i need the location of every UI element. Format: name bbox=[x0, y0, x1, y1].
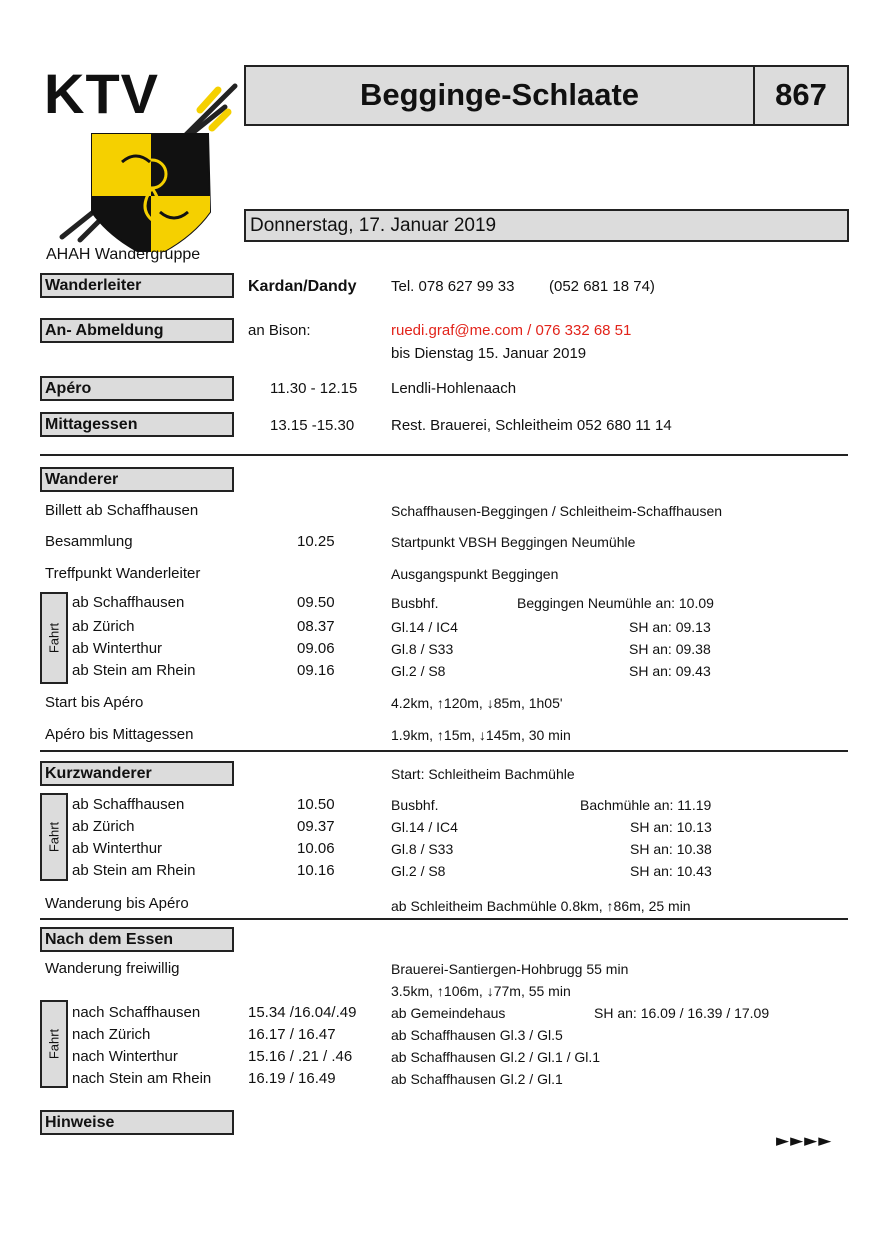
route-from: ab Schaffhausen bbox=[72, 594, 185, 611]
route-time: 16.17 / 16.47 bbox=[248, 1026, 336, 1043]
route-via: ab Schaffhausen Gl.2 / Gl.1 / Gl.1 bbox=[391, 1049, 601, 1065]
section-apero: Apéro bbox=[40, 376, 234, 401]
route-via: Gl.8 / S33 bbox=[391, 841, 454, 857]
apero-time: 11.30 - 12.15 bbox=[270, 380, 358, 397]
route-via: Busbhf. bbox=[391, 797, 439, 813]
route-via: Gl.14 / IC4 bbox=[391, 819, 458, 835]
title-box bbox=[244, 65, 755, 126]
hike-number: 867 bbox=[775, 77, 827, 112]
route-to: nach Winterthur bbox=[72, 1048, 178, 1065]
treffpunkt-label: Treffpunkt Wanderleiter bbox=[45, 565, 201, 582]
route-to: nach Zürich bbox=[72, 1026, 151, 1043]
route-time: 10.16 bbox=[297, 862, 335, 879]
divider bbox=[40, 918, 848, 920]
fahrt-label: Fahrt bbox=[46, 1028, 62, 1060]
besammlung-label: Besammlung bbox=[45, 533, 133, 550]
start-label: Start bis Apéro bbox=[45, 694, 144, 711]
freiwillig-label: Wanderung freiwillig bbox=[45, 960, 180, 977]
divider bbox=[40, 454, 848, 456]
kurz-start: Start: Schleitheim Bachmühle bbox=[391, 766, 575, 782]
route-via: Gl.2 / S8 bbox=[391, 863, 446, 879]
fahrt-box-kurz bbox=[40, 793, 68, 881]
route-time: 15.34 /16.04/.49 bbox=[248, 1004, 357, 1021]
leader-name: Kardan/Dandy bbox=[248, 278, 357, 295]
section-anmeldung: An- Abmeldung bbox=[40, 318, 234, 343]
logo-brand: KTV bbox=[44, 62, 159, 125]
section-wanderer: Wanderer bbox=[40, 467, 234, 492]
route-via: Gl.8 / S33 bbox=[391, 641, 454, 657]
route-from: ab Stein am Rhein bbox=[72, 862, 196, 879]
route-from: ab Stein am Rhein bbox=[72, 662, 196, 679]
route-time: 10.06 bbox=[297, 840, 335, 857]
route-arrival: Bachmühle an: 11.19 bbox=[580, 797, 712, 813]
section-kurzwanderer: Kurzwanderer bbox=[40, 761, 234, 786]
route-from: ab Schaffhausen bbox=[72, 796, 185, 813]
ktv-logo bbox=[40, 62, 240, 262]
route-time: 10.50 bbox=[297, 796, 335, 813]
anmeldung-to: an Bison: bbox=[248, 322, 311, 339]
fahrt-box-wanderer bbox=[40, 592, 68, 684]
fahrt-label: Fahrt bbox=[46, 622, 62, 654]
leader-tel: Tel. 078 627 99 33 bbox=[391, 278, 515, 295]
kurz-wanderung-label: Wanderung bis Apéro bbox=[45, 895, 189, 912]
route-from: ab Zürich bbox=[72, 818, 135, 835]
section-hinweise: Hinweise bbox=[40, 1110, 234, 1135]
route-via: ab Gemeindehaus bbox=[391, 1005, 506, 1021]
route-via: Busbhf. bbox=[391, 595, 439, 611]
lunch-place: Rest. Brauerei, Schleitheim 052 680 11 14 bbox=[391, 417, 672, 434]
route-from: ab Winterthur bbox=[72, 840, 163, 857]
route-time: 15.16 / .21 / .46 bbox=[248, 1048, 353, 1065]
section-nach-essen: Nach dem Essen bbox=[40, 927, 234, 952]
next-page-arrows[interactable]: ►►►► bbox=[776, 1131, 833, 1151]
logo-subtitle: AHAH Wandergruppe bbox=[46, 246, 201, 263]
route-arrival: SH an: 10.43 bbox=[630, 863, 712, 879]
kurz-wanderung-value: ab Schleitheim Bachmühle 0.8km, ↑86m, 25 min bbox=[391, 898, 691, 914]
route-time: 09.06 bbox=[297, 640, 335, 657]
lunch-time: 13.15 -15.30 bbox=[270, 417, 355, 434]
route-arrival: SH an: 09.38 bbox=[629, 641, 711, 657]
billett-label: Billett ab Schaffhausen bbox=[45, 502, 199, 519]
route-time: 16.19 / 16.49 bbox=[248, 1070, 336, 1087]
apero-mittag-value: 1.9km, ↑15m, ↓145m, 30 min bbox=[391, 727, 571, 743]
route-arrival: SH an: 09.43 bbox=[629, 663, 711, 679]
route-arrival: SH an: 10.38 bbox=[630, 841, 712, 857]
route-time: 08.37 bbox=[297, 618, 335, 635]
route-via: ab Schaffhausen Gl.3 / Gl.5 bbox=[391, 1027, 563, 1043]
route-to: nach Stein am Rhein bbox=[72, 1070, 212, 1087]
route-arrival: SH an: 09.13 bbox=[629, 619, 711, 635]
route-arrival: Beggingen Neumühle an: 10.09 bbox=[517, 595, 714, 611]
anmeldung-deadline: bis Dienstag 15. Januar 2019 bbox=[391, 345, 587, 362]
route-from: ab Winterthur bbox=[72, 640, 163, 657]
anmeldung-contact[interactable]: ruedi.graf@me.com / 076 332 68 51 bbox=[391, 322, 632, 339]
leader-tel-alt: (052 681 18 74) bbox=[549, 278, 655, 295]
billett-value: Schaffhausen-Beggingen / Schleitheim-Schaffhausen bbox=[391, 503, 723, 519]
route-via: ab Schaffhausen Gl.2 / Gl.1 bbox=[391, 1071, 563, 1087]
freiwillig-route: Brauerei-Santiergen-Hohbrugg 55 min bbox=[391, 961, 629, 977]
hike-date: Donnerstag, 17. Januar 2019 bbox=[250, 215, 497, 236]
date-box bbox=[244, 209, 849, 242]
shield-icon bbox=[40, 62, 240, 252]
route-arrival: SH an: 16.09 / 16.39 / 17.09 bbox=[594, 1005, 770, 1021]
section-wanderleiter: Wanderleiter bbox=[40, 273, 234, 298]
route-from: ab Zürich bbox=[72, 618, 135, 635]
freiwillig-stats: 3.5km, ↑106m, ↓77m, 55 min bbox=[391, 983, 571, 999]
number-box bbox=[753, 65, 849, 126]
route-time: 09.37 bbox=[297, 818, 335, 835]
route-via: Gl.14 / IC4 bbox=[391, 619, 458, 635]
apero-place: Lendli-Hohlenaach bbox=[391, 380, 517, 397]
section-mittagessen: Mittagessen bbox=[40, 412, 234, 437]
besammlung-time: 10.25 bbox=[297, 533, 335, 550]
start-value: 4.2km, ↑120m, ↓85m, 1h05' bbox=[391, 695, 563, 711]
page-title: Begginge-Schlaate bbox=[359, 77, 640, 112]
route-arrival: SH an: 10.13 bbox=[630, 819, 712, 835]
fahrt-label: Fahrt bbox=[46, 821, 62, 853]
besammlung-place: Startpunkt VBSH Beggingen Neumühle bbox=[391, 534, 636, 550]
fahrt-box-nach-essen bbox=[40, 1000, 68, 1088]
route-time: 09.50 bbox=[297, 594, 335, 611]
route-to: nach Schaffhausen bbox=[72, 1004, 201, 1021]
apero-mittag-label: Apéro bis Mittagessen bbox=[45, 726, 194, 743]
divider bbox=[40, 750, 848, 752]
route-time: 09.16 bbox=[297, 662, 335, 679]
route-via: Gl.2 / S8 bbox=[391, 663, 446, 679]
treffpunkt-value: Ausgangspunkt Beggingen bbox=[391, 566, 559, 582]
